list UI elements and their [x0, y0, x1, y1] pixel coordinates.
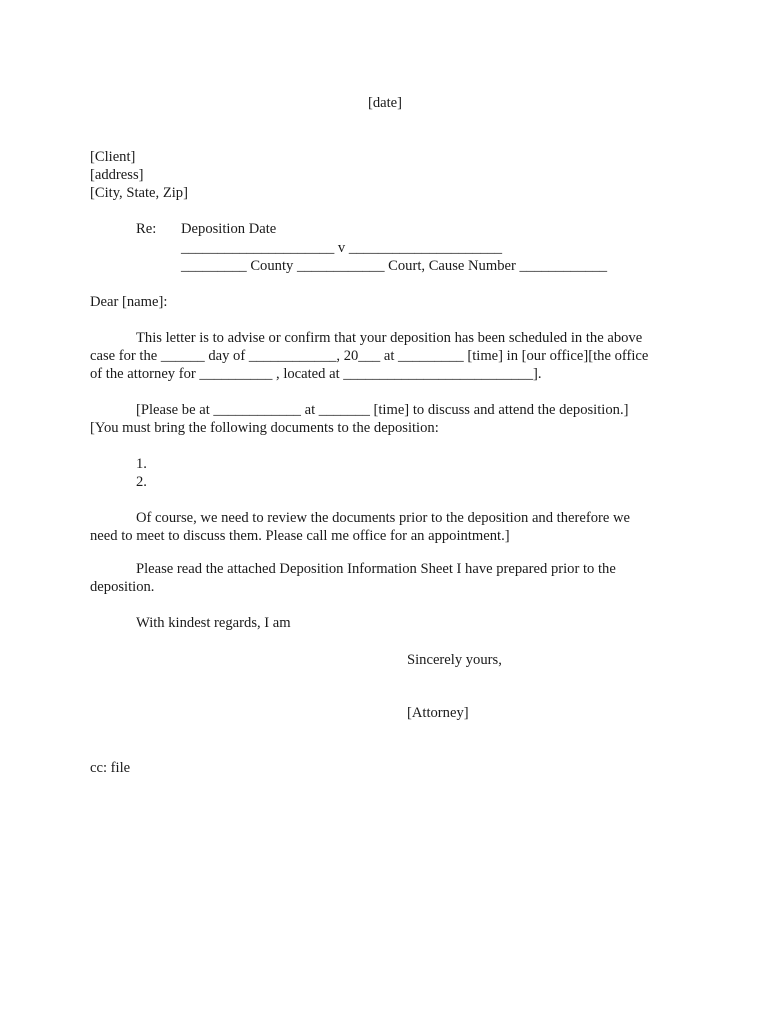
paragraph4-line2: deposition. — [90, 579, 155, 595]
re-case-parties: _____________________ v _____________________ — [181, 240, 503, 256]
paragraph3-line2: need to meet to discuss them. Please call me office for an appointment.] — [90, 528, 510, 544]
paragraph2-line2: [You must bring the following documents to the deposition: — [90, 420, 439, 436]
paragraph1-line1: This letter is to advise or confirm that your deposition has been scheduled in the above — [136, 330, 643, 346]
recipient-address: [address] — [90, 167, 144, 183]
closing-phrase: With kindest regards, I am — [136, 615, 291, 631]
date-line: [date] — [367, 95, 403, 111]
complimentary-close: Sincerely yours, — [407, 652, 502, 668]
list-item: 1. — [136, 456, 147, 472]
paragraph4-line1: Please read the attached Deposition Information Sheet I have prepared prior to the — [136, 561, 616, 577]
re-label: Re: — [136, 221, 157, 237]
paragraph1-line2: case for the ______ day of ____________, 20___ at _________ [time] in [our office][the office — [90, 348, 649, 364]
paragraph3-line1: Of course, we need to review the documents prior to the deposition and therefore we — [136, 510, 630, 526]
signature-block: [Attorney] — [407, 705, 469, 721]
paragraph2-line1: [Please be at ____________ at _______ [time] to discuss and attend the deposition.] — [136, 402, 629, 418]
list-item: 2. — [136, 474, 147, 490]
re-court-cause-number: _________ County ____________ Court, Cause Number ____________ — [181, 258, 608, 274]
recipient-city-state-zip: [City, State, Zip] — [90, 185, 188, 201]
re-deposition-date: Deposition Date — [181, 221, 277, 237]
salutation: Dear [name]: — [90, 294, 168, 310]
cc-line: cc: file — [90, 760, 131, 776]
recipient-client: [Client] — [90, 149, 136, 165]
paragraph1-line3: of the attorney for __________ , located at __________________________]. — [90, 366, 542, 382]
